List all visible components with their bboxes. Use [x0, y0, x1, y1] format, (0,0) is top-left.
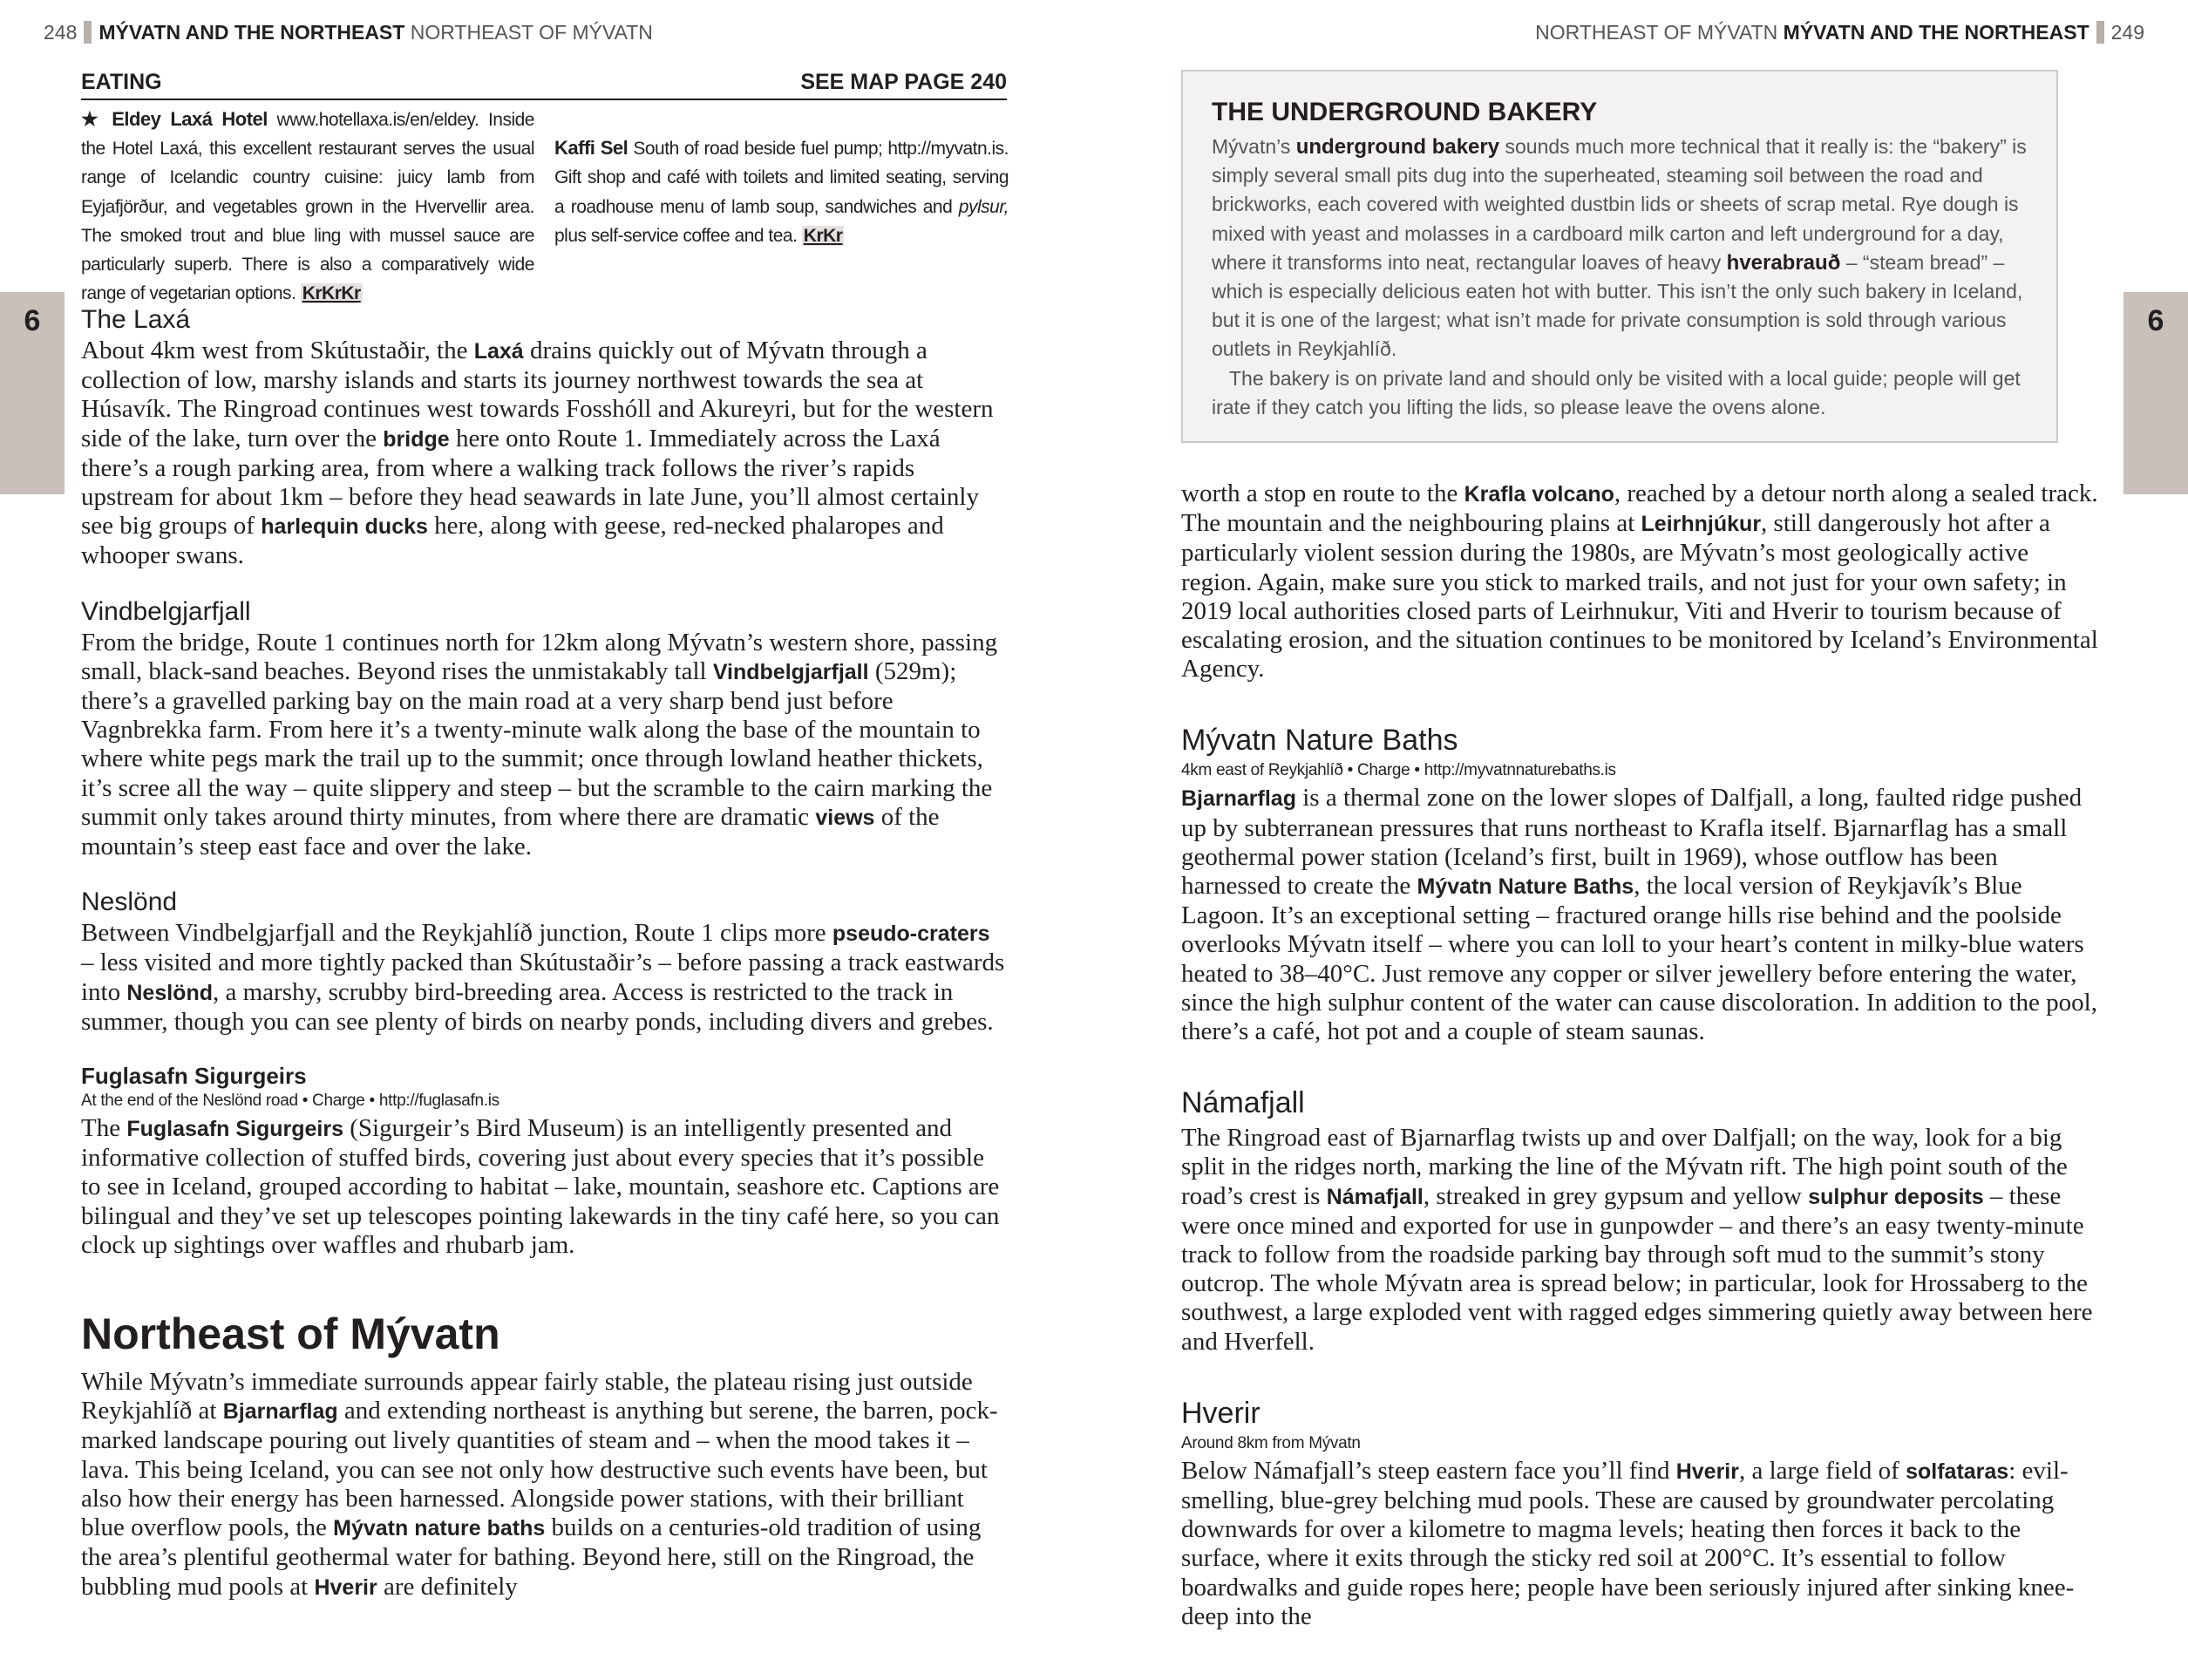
paragraph-laxa: About 4km west from Skútustaðir, the Laxá drains quickly out of Mývatn through a collection of low, marshy islands and starts its journey northwest towards the sea at Húsavík. The Ringroad continues west towards Fosshóll and Akureyri, but for the western side of the lake, turn over the bridge here onto Route 1. Immediately across the Laxá there’s a rough parking area, from where a walking track follows the river’s rapids upstream for about 1km – before they head seawards in late June, you’ll almost certainly see big groups of harlequin ducks here, along with geese, red-necked phalaropes and whooper swans. [81, 337, 994, 570]
listing-text: Inside the Hotel Laxá, this excellent restaurant serves the usual range of Icelandic country cuisine: juicy lamb from Eyjafjörður, and vegetables grown in the Hvervellir area. The smoked trout and blue ling with mussel sauce are particularly superb. There is also a comparatively wide range of vegetarian options. [81, 110, 534, 304]
sidebar-paragraph: Mývatn’s underground bakery sounds much more technical that it really is: the “bakery” is simply several small pits dug into the superheated, steaming soil between the road and brickworks, each covered with weighted dustbin lids or sheets of scrap metal. Rye dough is mixed with yeast and molasses in a cardboard milk carton and left underground for a day, where it transforms into neat, rectangular loaves of heavy hverabrauð – “steam bread” – which is especially delicious eaten hot with butter. This isn’t the only such bakery in Iceland, but it is one of the largest; what isn’t made for private consumption is sold through various outlets in Reykjahlíð. [1212, 135, 2027, 361]
paragraph-baths: Bjarnarflag is a thermal zone on the lower slopes of Dalfjall, a long, faulted ridge pushed up by subterranean pressures that runs northeast to Krafla itself. Bjarnarflag has a small geothermal power station (Iceland’s first, built in 1969), whose outflow has been harnessed to create the Mývatn Nature Baths, the local version of Reykjavík’s Blue Lagoon. It’s an exceptional setting – fractured orange hills rise behind and the poolside overlooks Mývatn itself – where you can loll to your heart’s content in milky-blue waters heated to 38–40°C. Just remove any copper or silver jewellery before entering the water, since the high sulphur content of the water can cause discoloration. In addition to the pool, there’s a café, hot pot and a couple of steam saunas. [1181, 784, 2097, 1046]
paragraph-northeast: While Mývatn’s immediate surrounds appear fairly stable, the plateau rising just outside Reykjahlíð at Bjarnarflag and extending northeast is anything but serene, the barren, pock-marked landscape pouring out lively quantities of steam and – when the mood takes it – lava. This being Iceland, you can see not only how destructive such events have been, but also how their energy has been harnessed. Alongside power stations, with their brilliant blue overflow pools, the Mývatn nature baths builds on a centuries-old tradition of using the area’s plentiful geothermal water for bathing. Beyond here, still on the Ringroad, the bubbling mud pools at Hverir are definitely [81, 1368, 998, 1601]
price-badge: KrKrKr [302, 283, 361, 304]
listing-meta-baths: 4km east of Reykjahlíð • Charge • http://myvatnnaturebaths.is [1181, 761, 1616, 780]
map-reference: SEE MAP PAGE 240 [800, 70, 1007, 94]
section-heading-baths: Mývatn Nature Baths [1181, 724, 1458, 758]
listing-name: Kaffi Sel [554, 137, 629, 160]
star-icon: ★ [81, 108, 103, 130]
section-heading-hverir: Hverir [1181, 1396, 1260, 1430]
listing-name: Eldey Laxá Hotel [112, 108, 268, 130]
section-title: NORTHEAST OF MÝVATN [410, 21, 653, 44]
chapter-title: MÝVATN AND THE NORTHEAST [99, 21, 405, 44]
sidebar-heading: THE UNDERGROUND BAKERY [1212, 98, 1598, 126]
subsection-heading-fuglasafn: Fuglasafn Sigurgeirs [81, 1063, 307, 1090]
eating-listing-eldey [81, 105, 534, 308]
sidebar-paragraph: The bakery is on private land and should only be visited with a local guide; people will get irate if they catch you lifting the lids, so please leave the ovens alone. [1212, 366, 2021, 418]
section-heading-vindbelgjarfjall: Vindbelgjarfjall [81, 596, 251, 626]
header-bar [2096, 21, 2104, 44]
running-head-left [44, 21, 653, 44]
paragraph-neslond: Between Vindbelgjarfjall and the Reykjahlíð junction, Route 1 clips more pseudo-craters – less visited and more tightly packed than Skútustaðir’s – before passing a track eastwards into Neslönd, a marshy, scrubby bird-breeding area. Access is restricted to the track in summer, though you can see plenty of birds on nearby ponds, including divers and grebes. [81, 919, 1005, 1036]
section-title: NORTHEAST OF MÝVATN [1535, 21, 1778, 44]
paragraph-continued: worth a stop en route to the Krafla volcano, reached by a detour north along a sealed track. The mountain and the neighbouring plains at Leirhnjúkur, still dangerously hot after a particularly violent session during the 1980s, are Mývatn’s most geologically active region. Again, make sure you stick to marked trails, and not just for your own safety; in 2019 local authorities closed parts of Leirhnukur, Viti and Hverir to tourism because of escalating erosion, and the situation continues to be monitored by Iceland’s Environmental Agency. [1181, 480, 2098, 684]
chapter-tab-left: 6 [0, 292, 65, 494]
paragraph-namafjall: The Ringroad east of Bjarnarflag twists up and over Dalfjall; on the way, look for a big split in the ridges north, marking the line of the Mývatn rift. The high point south of the road’s crest is Námafjall, streaked in grey gypsum and yellow sulphur deposits – these were once mined and exported for use in gunpowder – and there’s an easy twenty-minute track to follow from the roadside parking bay through soft mud to the summit’s stony outcrop. The whole Mývatn area is spread below; in particular, look for Hrossaberg to the southwest, a large exploded vent with ragged edges simmering quietly away between here and Hverfell. [1181, 1124, 2093, 1356]
left-main-column [81, 305, 1007, 1602]
listing-meta-hverir: Around 8km from Mývatn [1181, 1433, 1361, 1452]
right-main-column [1181, 480, 2098, 1631]
section-heading-namafjall: Námafjall [1181, 1086, 1305, 1120]
paragraph-fuglasafn: The Fuglasafn Sigurgeirs (Sigurgeir’s Bird Museum) is an intelligently presented and informative collection of stuffed birds, covering just about every species that it’s possible to see in Iceland, grouped according to habitat – lake, mountain, seashore etc. Captions are bilingual and they’ve set up telescopes pointing lakewards in the tiny café here, so you can clock up sightings over waffles and rhubarb jam. [81, 1114, 1000, 1259]
chapter-tab-right: 6 [2123, 292, 2188, 494]
section-heading-laxa: The Laxá [81, 305, 191, 334]
page-number-left: 248 [44, 21, 78, 44]
paragraph-vindbelgjarfjall: From the bridge, Route 1 continues north for 12km along Mývatn’s western shore, passing small, black-sand beaches. Beyond rises the unmistakably tall Vindbelgjarfjall (529m); there’s a gravelled parking bay on the main road at a very sharp bend just before Vagnbrekka farm. From here it’s a twenty-minute walk along the base of the mountain to where white pegs mark the trail up to the summit; once through lowland heather thickets, it’s scree all the way – quite slippery and steep – but the scramble to the cairn marking the summit only takes around thirty minutes, from where there are dramatic views of the mountain’s steep east face and over the lake. [81, 628, 998, 861]
section-heading-neslond: Neslönd [81, 888, 178, 917]
listing-meta-fuglasafn: At the end of the Neslönd road • Charge • http://fuglasafn.is [81, 1092, 499, 1111]
paragraph-hverir: Below Námafjall’s steep eastern face you’ll find Hverir, a large field of solfataras: evil-smelling, blue-grey belching mud pools. These are caused by groundwater percolating downwards for over a kilometre to magma levels; heating then forces it back to the surface, where it exits through the sticky red soil at 200°C. It’s essential to follow boardwalks and guide ropes here; people have been seriously injured after sinking knee-deep into the [1181, 1456, 2075, 1630]
header-bar [84, 21, 92, 44]
page-number-right: 249 [2110, 21, 2144, 44]
listing-url: www.hotellaxa.is/en/eldey. [276, 110, 479, 130]
chapter-section-heading: Northeast of Mývatn [81, 1309, 500, 1359]
running-head-right [1535, 21, 2144, 44]
eating-listing-kaffi-sel: Kaffi Sel South of road beside fuel pump; http://myvatn.is. Gift shop and café with toilets and limited seating, serving a roadhouse menu of lamb soup, sandwiches and pylsur, plus self-service coffee and tea. KrKr [554, 137, 1009, 246]
chapter-title: MÝVATN AND THE NORTHEAST [1783, 21, 2089, 44]
sidebar-box-bakery [1181, 70, 2058, 443]
price-badge: KrKr [803, 225, 843, 246]
eating-heading: EATING SEE MAP PAGE 240 [81, 70, 1007, 100]
